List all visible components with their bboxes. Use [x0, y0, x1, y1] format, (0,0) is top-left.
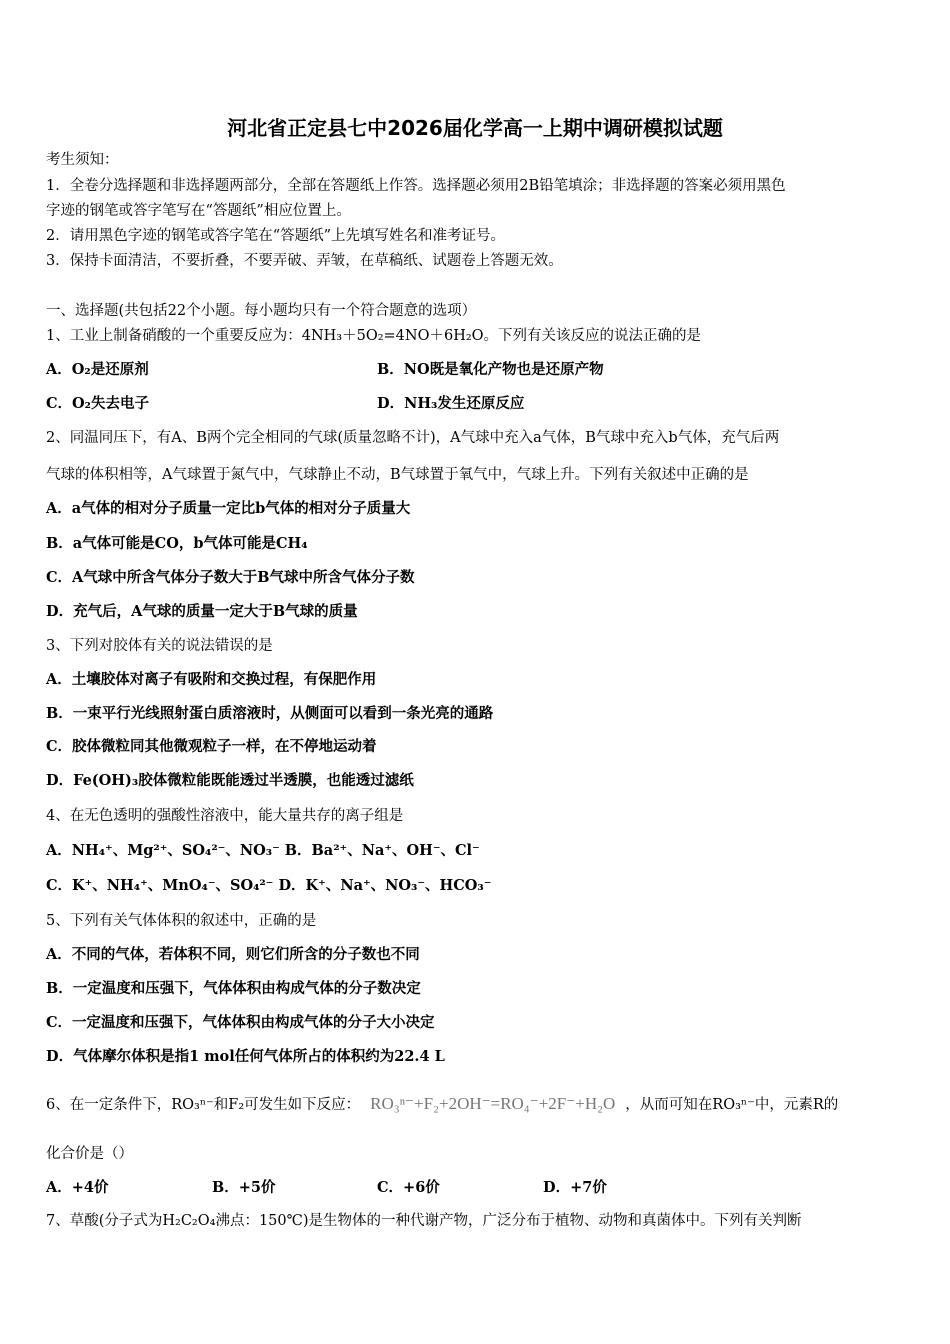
option-a: A．不同的气体，若体积不同，则它们所含的分子数也不同: [46, 946, 420, 963]
option-d: D．+7价: [543, 1179, 607, 1196]
notice-heading: 考生须知：: [46, 152, 119, 168]
option-c: C．胶体微粒同其他微观粒子一样，在不停地运动着: [46, 738, 377, 755]
option-b: B．NO既是氧化产物也是还原产物: [377, 361, 604, 378]
option-c: C．O₂失去电子: [46, 395, 150, 412]
reaction-equation: RO₃ⁿ⁻+F₂+2OH⁻=RO₄⁻+2F⁻+H₂O: [370, 1094, 616, 1113]
option-b: B．+5价: [212, 1179, 276, 1196]
section-heading: 一、选择题(共包括22个小题。每小题均只有一个符合题意的选项）: [46, 303, 477, 319]
question-stem: 气球的体积相等，A气球置于氮气中，气球静止不动，B气球置于氧气中，气球上升。下列有关叙述中正确的是: [46, 467, 749, 483]
option-a: A．土壤胶体对离子有吸附和交换过程，有保肥作用: [46, 671, 377, 688]
stem-part: 6、在一定条件下，RO₃ⁿ⁻和F₂可发生如下反应：: [46, 1097, 361, 1113]
page-title: 河北省正定县七中2026届化学高一上期中调研模拟试题: [227, 116, 723, 140]
question-stem: 化合价是（）: [46, 1146, 133, 1162]
question-stem: [46, 1094, 838, 1114]
option-c: C．+6价: [377, 1179, 440, 1196]
option-b: B．a气体可能是CO，b气体可能是CH₄: [46, 535, 308, 552]
option-d: D．Fe(OH)₃胶体微粒能既能透过半透膜，也能透过滤纸: [46, 772, 414, 789]
question-stem: 5、下列有关气体体积的叙述中，正确的是: [46, 913, 317, 929]
option-c: C．一定温度和压强下，气体体积由构成气体的分子大小决定: [46, 1014, 435, 1031]
stem-part: ，从而可知在RO₃ⁿ⁻中，元素R的: [625, 1097, 839, 1113]
option-ab: A．NH₄⁺、Mg²⁺、SO₄²⁻、NO₃⁻ B．Ba²⁺、Na⁺、OH⁻、Cl⁻: [46, 842, 480, 859]
option-a: A．a气体的相对分子质量一定比b气体的相对分子质量大: [46, 500, 411, 517]
question-stem: 2、同温同压下，有A、B两个完全相同的气球(质量忽略不计)，A气球中充入a气体，B气球中充入b气体，充气后两: [46, 430, 780, 446]
option-d: D．充气后，A气球的质量一定大于B气球的质量: [46, 603, 358, 620]
question-stem: 7、草酸(分子式为H₂C₂O₄沸点：150℃)是生物体的一种代谢产物，广泛分布于植物、动物和真菌体中。下列有关判断: [46, 1213, 802, 1229]
notice-item: 2．请用黑色字迹的钢笔或答字笔在“答题纸”上先填写姓名和准考证号。: [46, 228, 506, 244]
option-b: B．一定温度和压强下，气体体积由构成气体的分子数决定: [46, 980, 421, 997]
option-a: A．O₂是还原剂: [46, 361, 149, 378]
option-b: B．一束平行光线照射蛋白质溶液时，从侧面可以看到一条光亮的通路: [46, 705, 494, 722]
question-stem: 1、工业上制备硝酸的一个重要反应为：4NH₃＋5O₂=4NO＋6H₂O。下列有关该反应的说法正确的是: [46, 328, 702, 344]
option-d: D．气体摩尔体积是指1 mol任何气体所占的体积约为22.4 L: [46, 1048, 445, 1065]
option-a: A．+4价: [46, 1179, 109, 1196]
question-stem: 3、下列对胶体有关的说法错误的是: [46, 638, 273, 654]
notice-item: 字迹的钢笔或答字笔写在“答题纸”相应位置上。: [46, 203, 351, 219]
notice-item: 3．保持卡面清洁，不要折叠，不要弄破、弄皱，在草稿纸、试题卷上答题无效。: [46, 253, 563, 269]
notice-item: 1．全卷分选择题和非选择题两部分，全部在答题纸上作答。选择题必须用2B铅笔填涂；非选择题的答案必须用黑色: [46, 178, 786, 194]
question-stem: 4、在无色透明的强酸性溶液中，能大量共存的离子组是: [46, 808, 404, 824]
option-c: C．A气球中所含气体分子数大于B气球中所含气体分子数: [46, 569, 415, 586]
option-cd: C．K⁺、NH₄⁺、MnO₄⁻、SO₄²⁻ D．K⁺、Na⁺、NO₃⁻、HCO₃⁻: [46, 877, 492, 894]
option-d: D．NH₃发生还原反应: [377, 395, 525, 412]
